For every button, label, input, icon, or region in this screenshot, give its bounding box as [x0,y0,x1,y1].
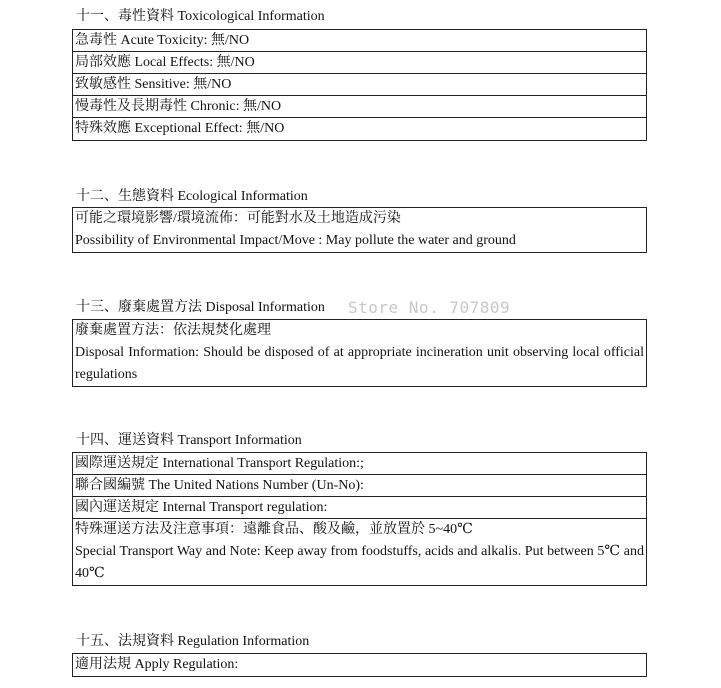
disposal-chinese-text: 廢棄處置方法：依法規焚化處理 [75,323,271,338]
section-heading-regulation: 十五、法規資料 Regulation Information [76,634,310,649]
toxicological-table [72,29,647,141]
section-heading-disposal: 十三、廢棄處置方法 Disposal Information [76,300,325,315]
table-row: 致敏感性 Sensitive: 無/NO [73,74,646,96]
transport-table [72,452,647,586]
transport-special-cell [73,519,646,585]
section-heading-transport: 十四、運送資料 Transport Information [76,433,302,448]
transport-special-chinese-text: 特殊運送方法及注意事項：遠離食品、酸及鹼，並放置於 5~40℃ [75,522,473,537]
table-row: 適用法規 Apply Regulation: [75,657,239,672]
table-row: 國內運送規定 Internal Transport regulation: [73,497,646,519]
table-row: 特殊效應 Exceptional Effect: 無/NO [75,121,285,136]
ecological-chinese-text: 可能之環境影響/環境流佈：可能對水及土地造成污染 [75,211,401,226]
ecological-english-text: Possibility of Environmental Impact/Move : May pollute the water and ground [75,233,516,248]
regulation-table [72,653,647,677]
section-heading-toxicological: 十一、毒性資料 Toxicological Information [76,9,325,24]
table-row: 聯合國編號 The United Nations Number (Un-No): [73,475,646,497]
store-watermark: Store No. 707809 [348,298,511,317]
ecological-box [72,207,647,253]
table-row: 急毒性 Acute Toxicity: 無/NO [73,30,646,52]
table-row: 局部效應 Local Effects: 無/NO [73,52,646,74]
disposal-english-text: Disposal Information: Should be disposed of at appropriate incineration unit observing local official regulations [75,345,644,382]
table-row: 慢毒性及長期毒性 Chronic: 無/NO [73,96,646,118]
section-heading-ecological: 十二、生態資料 Ecological Information [76,189,308,204]
table-row: 國際運送規定 International Transport Regulation:; [73,453,646,475]
disposal-box [72,319,647,387]
transport-special-english-text: Special Transport Way and Note: Keep away from foodstuffs, acids and alkalis. Put between 5℃ and 40℃ [75,544,644,581]
